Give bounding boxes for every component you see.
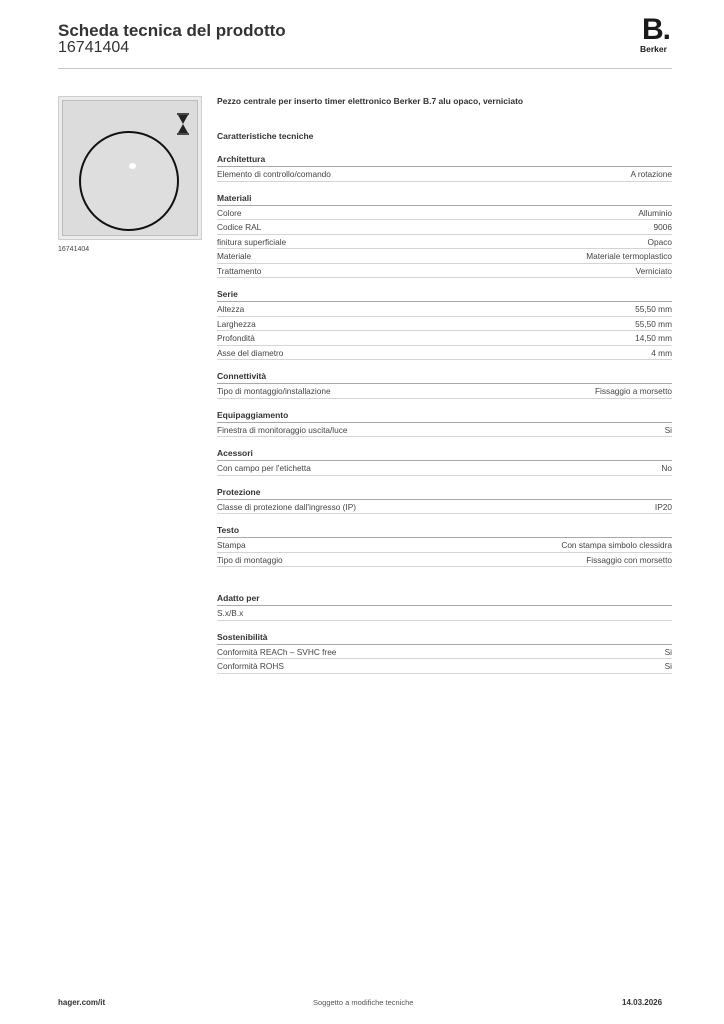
spec-row [217, 317, 672, 332]
footer-date: 14.03.2026 [622, 998, 663, 1007]
spec-group-heading: Acessori [217, 444, 672, 461]
spec-row [217, 331, 672, 346]
spec-label: Elemento di controllo/comando [217, 169, 331, 179]
spec-group [217, 189, 672, 279]
spec-label: Conformità REACh – SVHC free [217, 646, 337, 657]
spec-group [217, 367, 672, 399]
spec-value: Si [664, 424, 672, 435]
spec-row [217, 384, 672, 399]
spec-row [217, 249, 672, 264]
spec-value: 4 mm [651, 347, 672, 358]
spec-label: Profondità [217, 333, 255, 343]
spec-group-heading: Adatto per [217, 589, 672, 606]
spec-table [217, 150, 672, 674]
image-caption: 16741404 [58, 246, 90, 253]
spec-section-title: Caratteristiche tecniche [217, 131, 314, 141]
spec-label: Colore [217, 207, 242, 218]
spec-group-heading: Materiali [217, 189, 672, 206]
knob-indicator [129, 163, 136, 169]
spec-group-heading: Serie [217, 285, 672, 302]
spec-row [217, 235, 672, 250]
spec-label: Trattamento [217, 265, 262, 276]
spec-value: Verniciato [635, 265, 672, 276]
spec-value: 55,50 mm [635, 304, 672, 314]
spec-group-heading: Sostenibilità [217, 628, 672, 645]
spec-label: finitura superficiale [217, 236, 287, 247]
spec-value: Fissaggio con morsetto [586, 554, 672, 565]
spec-row [217, 659, 672, 674]
spec-group [217, 285, 672, 360]
spec-group [217, 444, 672, 476]
spec-group [217, 521, 672, 567]
spec-row [217, 206, 672, 221]
product-code: 16741404 [58, 39, 130, 56]
spec-row [217, 538, 672, 553]
product-plate [62, 100, 198, 236]
spec-value: Materiale termoplastico [586, 251, 672, 261]
spec-label: Finestra di monitoraggio uscita/luce [217, 424, 348, 435]
spec-value: Si [664, 661, 672, 671]
spec-row [217, 302, 672, 317]
spec-label: Altezza [217, 304, 245, 314]
spec-label: Con campo per l'etichetta [217, 463, 311, 473]
berker-logo [640, 15, 674, 55]
spec-row [217, 500, 672, 515]
spec-row [217, 346, 672, 361]
footer-website: hager.com/it [58, 998, 106, 1007]
spec-label: Asse del diametro [217, 347, 284, 358]
spec-group-heading: Architettura [217, 150, 672, 167]
product-image [58, 96, 202, 240]
product-description: Pezzo centrale per inserto timer elettronico Berker B.7 alu opaco, verniciato [217, 96, 524, 106]
spec-value: Opaco [647, 236, 672, 247]
spec-value: A rotazione [630, 169, 672, 179]
spec-row [217, 423, 672, 438]
spec-row [217, 220, 672, 235]
spec-label: Larghezza [217, 318, 256, 329]
spec-value: 9006 [653, 222, 672, 232]
spec-row [217, 461, 672, 476]
spec-label: Classe di protezione dall'ingresso (IP) [217, 501, 357, 512]
spec-value: Si [664, 646, 672, 657]
spec-group-heading: Connettività [217, 367, 672, 384]
spec-label: Codice RAL [217, 222, 262, 232]
spec-value: IP20 [654, 501, 672, 512]
spec-value: Alluminio [638, 207, 672, 218]
page-title: Scheda tecnica del prodotto [58, 21, 286, 40]
logo-word: Berker [640, 44, 667, 54]
spec-row [217, 553, 672, 568]
spec-group-heading: Testo [217, 521, 672, 538]
rotary-knob [79, 131, 179, 231]
spec-label: S.x/B.x [217, 608, 244, 618]
footer-note: Soggetto a modifiche tecniche [313, 998, 414, 1007]
spec-label: Stampa [217, 540, 246, 550]
spec-row [217, 167, 672, 182]
spec-group [217, 483, 672, 515]
spec-group [217, 406, 672, 438]
spec-label: Tipo di montaggio/installazione [217, 386, 331, 396]
spec-group-heading: Equipaggiamento [217, 406, 672, 423]
spec-value: Con stampa simbolo clessidra [561, 540, 672, 550]
spec-label: Tipo di montaggio [217, 554, 283, 565]
spec-row [217, 264, 672, 279]
spec-row [217, 606, 672, 621]
spec-row [217, 645, 672, 660]
spec-group [217, 150, 672, 182]
spec-label: Conformità ROHS [217, 661, 284, 671]
logo-mark: B. [642, 13, 670, 46]
spec-value: 55,50 mm [635, 318, 672, 329]
spec-label: Materiale [217, 251, 252, 261]
spec-group-heading: Protezione [217, 483, 672, 500]
spec-value: No [661, 463, 672, 473]
hourglass-icon [177, 113, 189, 135]
spec-value: Fissaggio a morsetto [594, 386, 672, 396]
header-divider [58, 68, 672, 69]
spec-value: 14,50 mm [635, 333, 672, 343]
spec-group [217, 589, 672, 621]
spec-group [217, 628, 672, 674]
